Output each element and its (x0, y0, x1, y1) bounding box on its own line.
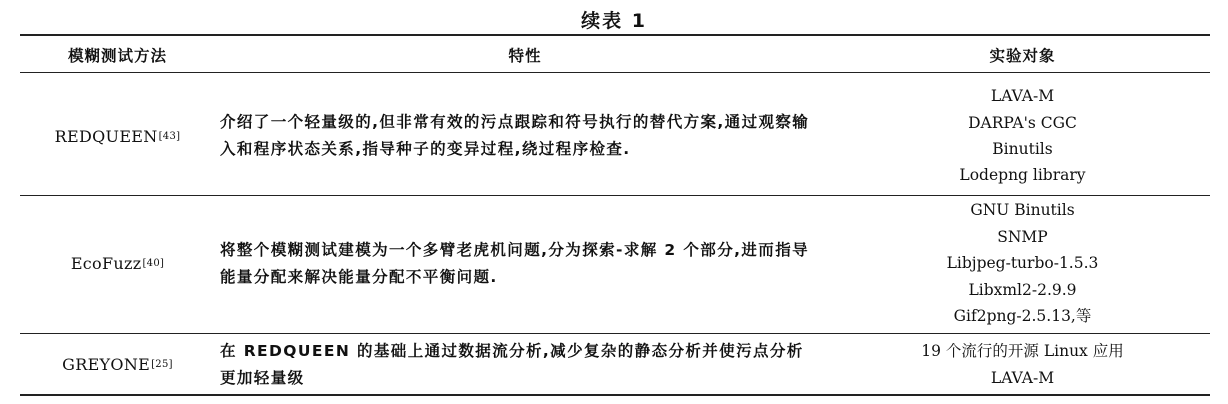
row-rule (20, 333, 1210, 334)
method-name: EcoFuzz (70, 254, 142, 273)
top-rule (20, 34, 1210, 36)
method-cell (20, 80, 215, 192)
header-method: 模糊测试方法 (67, 47, 167, 65)
targets-cell (835, 197, 1210, 330)
target-item: GNU Binutils (970, 201, 1075, 220)
method-cell (20, 337, 215, 392)
feature-text: 在 REDQUEEN 的基础上通过数据流分析,减少复杂的静态分析并使污点分析更加轻量级 (220, 341, 804, 387)
method-name: GREYONE (62, 355, 151, 374)
feature-text: 介绍了一个轻量级的,但非常有效的污点跟踪和符号执行的替代方案,通过观察输入和程序状态关系,指导种子的变异过程,绕过程序检查. (220, 113, 810, 158)
header-feature: 特性 (508, 47, 542, 65)
target-item: Lodepng library (959, 166, 1086, 185)
feature-text: 将整个模糊测试建模为一个多臂老虎机问题,分为探索-求解 2 个部分,进而指导能量分配来解决能量分配不平衡问题. (220, 240, 809, 286)
bottom-rule (20, 394, 1210, 396)
table-row (20, 80, 1210, 192)
row-rule (20, 195, 1210, 196)
target-item: Gif2png-2.5.13,等 (953, 307, 1092, 326)
feature-cell (220, 337, 810, 392)
method-ref: [40] (142, 258, 165, 269)
target-item: LAVA-M (990, 87, 1055, 106)
feature-cell (220, 197, 810, 330)
method-ref: [25] (151, 359, 173, 370)
target-item: Libjpeg-turbo-1.5.3 (946, 254, 1099, 273)
target-item: 19 个流行的开源 Linux 应用 (921, 342, 1124, 361)
table-caption: 续表 1 (581, 10, 647, 32)
header-rule (20, 72, 1210, 73)
targets-cell (835, 337, 1210, 392)
header-targets: 实验对象 (989, 47, 1056, 65)
feature-cell (220, 80, 810, 192)
target-item: DARPA's CGC (968, 113, 1077, 132)
table-row (20, 337, 1210, 392)
target-item: SNMP (997, 227, 1048, 246)
method-cell (20, 197, 215, 330)
target-item: LAVA-M (990, 368, 1055, 387)
target-item: Binutils (992, 140, 1053, 158)
target-item: Libxml2-2.9.9 (968, 280, 1077, 299)
method-ref: [43] (158, 130, 181, 142)
table-row (20, 197, 1210, 330)
targets-cell (835, 80, 1210, 192)
method-name: REDQUEEN (54, 126, 158, 146)
